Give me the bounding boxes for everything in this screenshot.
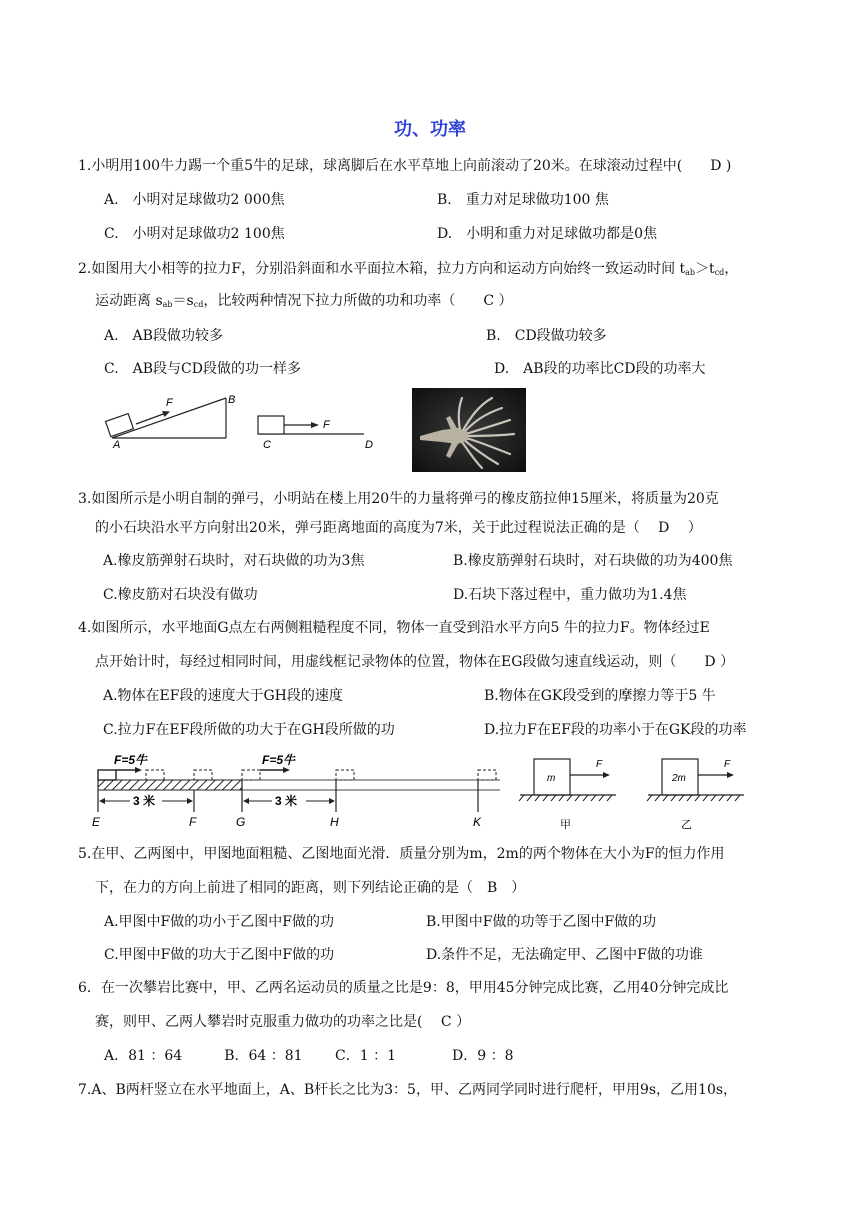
q4-label-h: H (330, 815, 339, 829)
q5-option-c: C.甲图中F做的功大于乙图中F做的功 (104, 947, 335, 963)
q2-stem1-text: 2.如图用大小相等的拉力F，分别沿斜面和水平面拉木箱，拉力方向和运动方向始终一致运动时间 t (78, 261, 686, 277)
q4-stem-line2: 点开始计时，每经过相同时间，用虚线框记录物体的位置，物体在EG段做匀速直线运动，则（ D ） (95, 654, 735, 670)
q5-option-b: B.甲图中F做的功等于乙图中F做的功 (426, 914, 657, 930)
q2-stem-line1 (78, 260, 738, 282)
q3-option-b: B.橡皮筋弹射石块时，对石块做的功为400焦 (453, 553, 733, 569)
q2-fig-label-b: B (228, 394, 236, 406)
q5-option-a: A.甲图中F做的功小于乙图中F做的功 (104, 914, 334, 930)
q4-label-dist-1: 3 米 (133, 794, 156, 808)
page-title: 功、功率 (394, 119, 466, 140)
q4-label-e: E (92, 815, 101, 829)
q3-stem-line2: 的小石块沿水平方向射出20米，弹弓距离地面的高度为7米，关于此过程说法正确的是（ D ） (95, 520, 702, 536)
incline-force-arrow (136, 411, 170, 424)
smooth-ground-hatch (647, 795, 740, 801)
q5-label-f-yi: F (724, 759, 731, 770)
q2-fig-label-a: A (113, 439, 121, 450)
q5-label-2m: 2m (672, 773, 686, 784)
q2-option-d: D. AB段的功率比CD段的功率大 (494, 361, 706, 377)
q7-stem-line1: 7.A、B两杆竖立在水平地面上，A、B杆长之比为3：5，甲、乙两同学同时进行爬杆，甲用9s，乙用10s， (78, 1082, 738, 1098)
q3-option-c: C.橡皮筋对石块没有做功 (103, 587, 258, 603)
slingshot-photo (412, 388, 526, 472)
q1-option-c: C. 小明对足球做功2 100焦 (104, 226, 285, 242)
rough-surface (98, 780, 242, 790)
q5-stem-line2: 下，在力的方向上前进了相同的距离，则下列结论正确的是（ B ） (95, 880, 526, 896)
q5-label-yi: 乙 (681, 819, 692, 831)
q4-stem-line1: 4.如图所示，水平地面G点左右两侧粗糙程度不同，物体一直受到沿水平方向5 牛的拉力F。物体经过E (78, 620, 710, 636)
q2-sub-ab-2: ab (162, 300, 173, 309)
incline-box (105, 414, 133, 437)
dashed-positions (146, 770, 496, 780)
q4-label-f: F (189, 815, 197, 829)
q4-label-force-1: F=5牛 (114, 753, 148, 767)
q6-stem-line1: 6．在一次攀岩比赛中，甲、乙两名运动员的质量之比是9：8，甲用45分钟完成比赛，乙用40分钟完成比 (78, 980, 729, 996)
q6-stem-line2: 赛，则甲、乙两人攀岩时克服重力做功的功率之比是( C ） (95, 1014, 471, 1030)
horizontal-surface (258, 416, 364, 434)
q2-sub-ab: ab (685, 268, 696, 277)
q4-track-figure (90, 752, 510, 830)
q2-stem2-pre: 运动距离 s (95, 293, 163, 309)
q3-stem-line1: 3.如图所示是小明自制的弹弓，小明站在楼上用20牛的力量将弹弓的橡皮筋拉伸15厘米，将质量为20克 (78, 491, 719, 507)
q2-gt: ＞t (695, 261, 715, 277)
q2-option-b: B. CD段做功较多 (486, 328, 607, 344)
q5-label-f-jia: F (596, 759, 603, 770)
q2-fig-label-f2: F (323, 419, 330, 431)
q5-figure-jia (516, 752, 624, 834)
q2-stem2-post: ，比较两种情况下拉力所做的功和功率（ C ） (203, 293, 513, 309)
q2-sub-cd: cd (714, 268, 725, 277)
rough-ground-hatch (519, 795, 612, 801)
q2-comma: ， (724, 261, 739, 277)
q5-label-jia: 甲 (560, 819, 571, 831)
q1-option-b: B. 重力对足球做功100 焦 (437, 192, 609, 208)
q4-label-dist-2: 3 米 (275, 794, 298, 808)
q4-label-g: G (236, 815, 246, 829)
block-start (98, 770, 116, 780)
q2-option-c: C. AB段与CD段做的功一样多 (104, 361, 301, 377)
q2-fig-label-c: C (263, 439, 271, 450)
q3-option-d: D.石块下落过程中，重力做功为1.4焦 (453, 587, 687, 603)
q3-option-a: A.橡皮筋弹射石块时，对石块做的功为3焦 (103, 553, 365, 569)
q5-label-m: m (547, 773, 556, 784)
q2-stem-line2 (95, 292, 513, 314)
q2-fig-label-d: D (365, 439, 373, 450)
q4-label-force-2: F=5牛 (262, 753, 296, 767)
q5-figure-yi (644, 752, 752, 834)
q2-option-a: A. AB段做功较多 (104, 328, 223, 344)
q2-eq: ＝s (172, 293, 194, 309)
q4-label-k: K (473, 815, 482, 829)
q1-option-d: D. 小明和重力对足球做功都是0焦 (437, 226, 658, 242)
q4-option-c: C.拉力F在EF段所做的功大于在GH段所做的功 (103, 722, 395, 738)
q2-sub-cd-2: cd (193, 300, 204, 309)
q4-option-d: D.拉力F在EF段的功率小于在GK段的功率 (484, 722, 747, 738)
q4-option-a: A.物体在EF段的速度大于GH段的速度 (103, 688, 343, 704)
q6-options: A．81 ：64 B．64 ：81 C．1 ：1 D．9 ：8 (104, 1048, 514, 1064)
q2-fig-label-f1: F (166, 397, 173, 409)
q5-stem-line1: 5.在甲、乙两图中，甲图地面粗糙、乙图地面光滑．质量分别为m，2m的两个物体在大小为F的恒力作用 (78, 846, 725, 862)
q2-incline-figure (100, 392, 380, 450)
q1-stem: 1.小明用100牛力踢一个重5牛的足球，球离脚后在水平草地上向前滚动了20米。在球滚动过程中( D ) (78, 158, 732, 174)
q4-option-b: B.物体在GK段受到的摩擦力等于5 牛 (484, 688, 716, 704)
q5-option-d: D.条件不足，无法确定甲、乙图中F做的功谁 (426, 947, 703, 963)
q1-option-a: A. 小明对足球做功2 000焦 (104, 192, 285, 208)
